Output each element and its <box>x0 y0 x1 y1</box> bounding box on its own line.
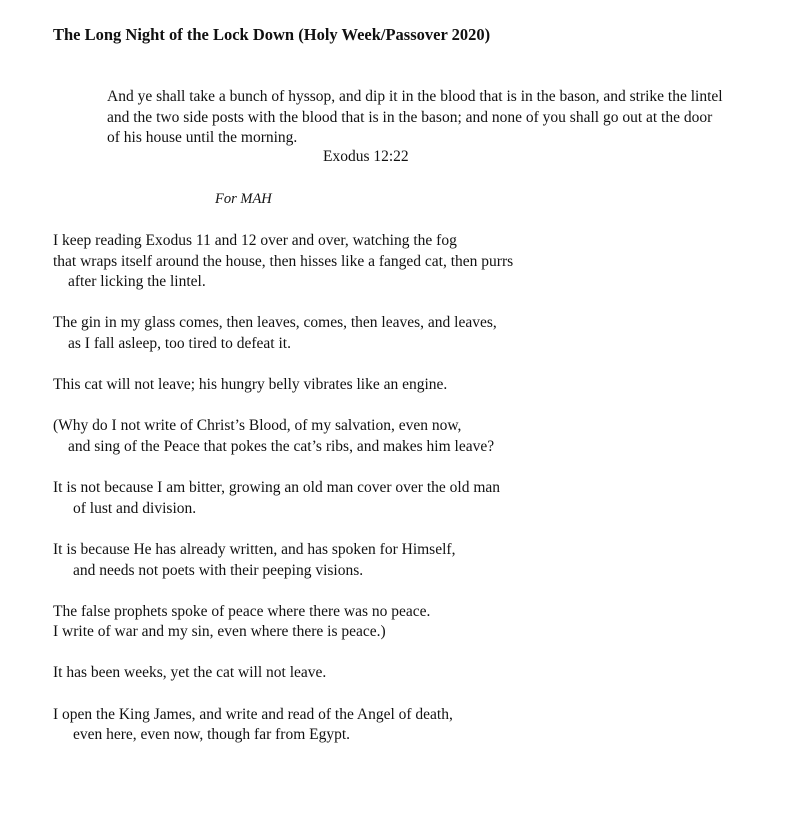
dedication: For MAH <box>215 191 272 207</box>
poem-line: and needs not poets with their peeping visions. <box>73 561 364 579</box>
poem-line: after licking the lintel. <box>68 273 206 291</box>
poem-line: The gin in my glass comes, then leaves, comes, then leaves, and leaves, <box>53 314 497 332</box>
stanza <box>53 231 513 293</box>
poem-line: I open the King James, and write and read of the Angel of death, <box>53 705 453 723</box>
stanza <box>53 478 513 519</box>
poem-line: It is not because I am bitter, growing an old man cover over the old man <box>53 479 501 497</box>
poem-title: The Long Night of the Lock Down (Holy Week/Passover 2020) <box>53 25 491 44</box>
stanza <box>53 540 513 581</box>
poem-line: even here, even now, though far from Egypt. <box>73 726 351 744</box>
stanza <box>53 416 513 457</box>
poem-line: I keep reading Exodus 11 and 12 over and over, watching the fog <box>53 232 457 249</box>
epigraph-line: and the two side posts with the blood that is in the bason; and none of you shall go out at the door <box>107 108 713 126</box>
epigraph-citation: Exodus 12:22 <box>323 148 409 165</box>
poem-line: as I fall asleep, too tired to defeat it. <box>68 334 291 352</box>
epigraph-line: And ye shall take a bunch of hyssop, and dip it in the blood that is in the bason, and strike the lintel <box>107 88 723 105</box>
stanza <box>53 663 513 684</box>
epigraph-line: of his house until the morning. <box>107 129 298 146</box>
stanza <box>53 375 513 396</box>
poem-line: of lust and division. <box>73 499 197 517</box>
poem-line: and sing of the Peace that pokes the cat’s ribs, and makes him leave? <box>68 437 495 455</box>
stanza <box>53 313 513 354</box>
poem-line: that wraps itself around the house, then hisses like a fanged cat, then purrs <box>53 252 514 270</box>
poem-line: The false prophets spoke of peace where there was no peace. <box>53 602 431 620</box>
poem-line: (Why do I not write of Christ’s Blood, of my salvation, even now, <box>53 417 462 435</box>
poem-line: I write of war and my sin, even where there is peace.) <box>53 623 386 641</box>
stanza <box>53 705 513 746</box>
poem-body <box>53 231 513 766</box>
poem-line: It is because He has already written, and has spoken for Himself, <box>53 540 456 558</box>
poem-line: This cat will not leave; his hungry belly vibrates like an engine. <box>53 376 448 394</box>
poem-line: It has been weeks, yet the cat will not leave. <box>53 664 327 682</box>
epigraph <box>107 87 723 149</box>
stanza <box>53 602 513 643</box>
